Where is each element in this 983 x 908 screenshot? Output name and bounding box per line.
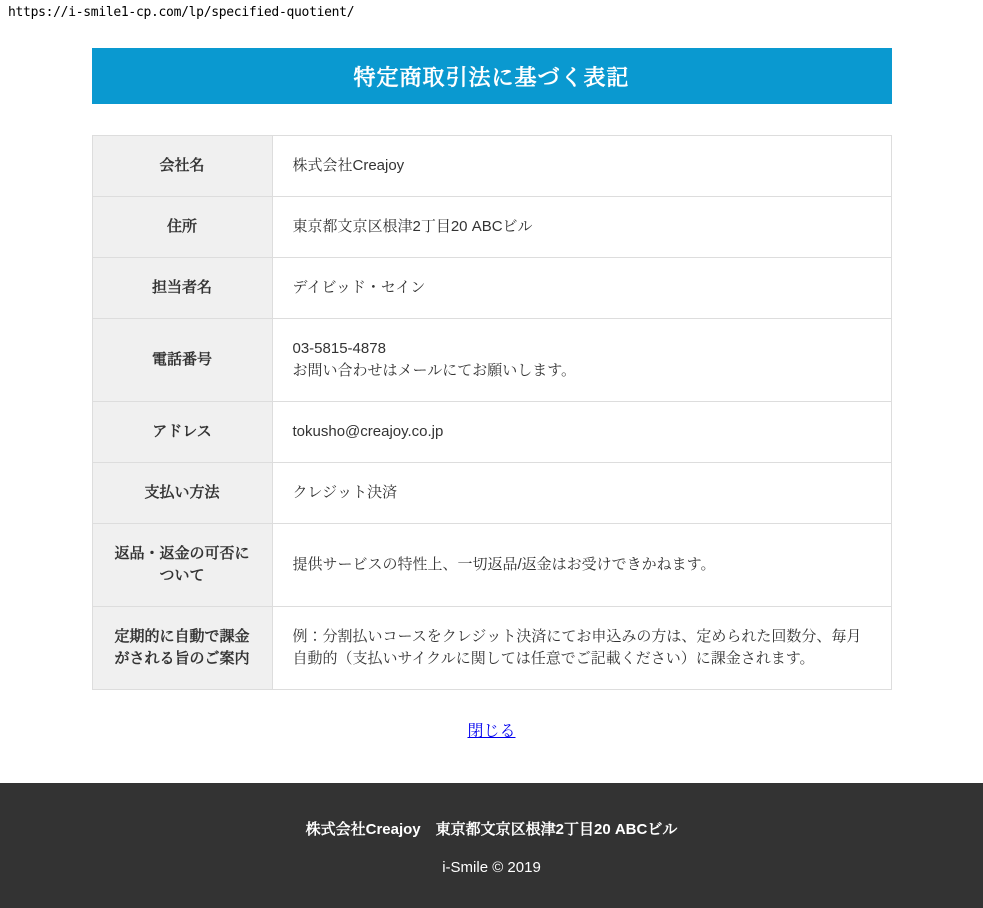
row-label: 電話番号: [92, 319, 272, 402]
close-link-wrap: [92, 718, 892, 741]
row-value: [272, 319, 891, 402]
page-title-banner: [92, 48, 892, 104]
row-value: [272, 136, 891, 197]
page-container: [92, 22, 892, 741]
row-label: 返品・返金の可否について: [92, 524, 272, 607]
disclosure-table: [92, 135, 892, 690]
table-row: [92, 136, 891, 197]
row-value-line: 東京都文京区根津2丁目20 ABCビル: [292, 218, 533, 235]
row-value-line: 株式会社Creajoy: [292, 157, 405, 174]
row-label: アドレス: [92, 402, 272, 463]
table-row: [92, 524, 891, 607]
row-value: [272, 258, 891, 319]
row-value: [272, 197, 891, 258]
row-value: [272, 607, 891, 690]
table-row: [92, 197, 891, 258]
row-value-line: デイビッド・セイン: [292, 279, 426, 296]
close-link[interactable]: 閉じる: [467, 723, 516, 740]
row-label: 定期的に自動で課金がされる旨のご案内: [92, 607, 272, 690]
row-value: [272, 402, 891, 463]
page-footer: [0, 783, 983, 908]
row-value: [272, 463, 891, 524]
footer-company-address: 株式会社Creajoy 東京都文京区根津2丁目20 ABCビル: [305, 821, 678, 838]
row-value-line: クレジット決済: [292, 484, 398, 501]
table-row: [92, 463, 891, 524]
info-table-body: [92, 136, 891, 690]
row-label: 支払い方法: [92, 463, 272, 524]
row-value-line: 03-5815-4878: [292, 340, 386, 357]
table-row: [92, 402, 891, 463]
row-value: [272, 524, 891, 607]
row-label: 住所: [92, 197, 272, 258]
row-value-line: お問い合わせはメールにてお願いします。: [292, 362, 577, 379]
row-label: 会社名: [92, 136, 272, 197]
table-row: [92, 258, 891, 319]
row-value-line: 例：分割払いコースをクレジット決済にてお申込みの方は、定められた回数分、毎月自動的（支払いサイクルに関しては任意でご記載ください）に課金されます。: [292, 628, 862, 667]
browser-url-text: https://i-smile1-cp.com/lp/specified-quotient/: [8, 5, 355, 20]
page-title: 特定商取引法に基づく表記: [353, 64, 630, 90]
row-value-line: tokusho@creajoy.co.jp: [292, 423, 444, 440]
table-row: [92, 319, 891, 402]
footer-copyright: i-Smile © 2019: [442, 859, 541, 876]
row-label: 担当者名: [92, 258, 272, 319]
row-value-line: 提供サービスの特性上、一切返品/返金はお受けできかねます。: [292, 556, 716, 573]
table-row: [92, 607, 891, 690]
